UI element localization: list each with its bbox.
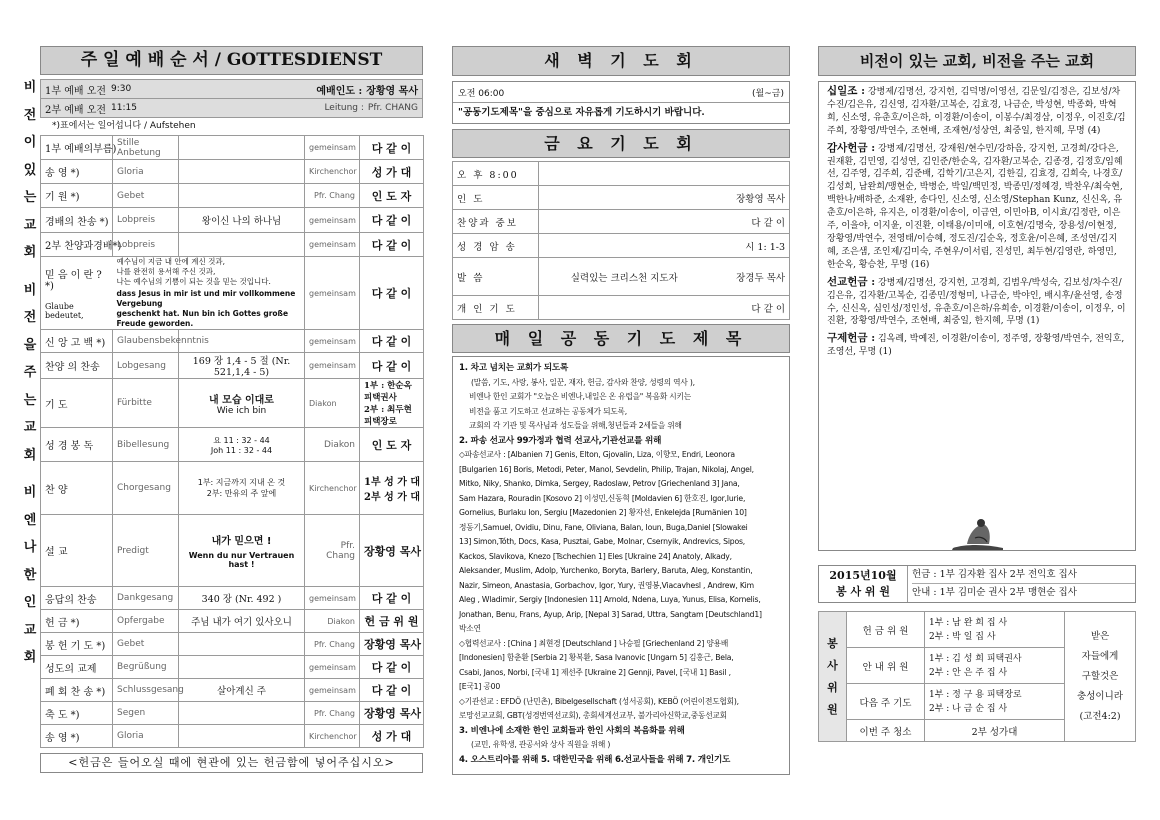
- service-row: [41, 184, 424, 208]
- friday-row-content: [539, 162, 710, 186]
- second-service-bar: [40, 99, 423, 118]
- service-row-performer: 다 같 이: [360, 656, 424, 679]
- prayer-line: (말씀, 기도, 사랑, 봉사, 일꾼, 재자, 헌금, 감사와 찬양, 성령의 역사 ),: [471, 377, 695, 387]
- prayer-line: (교민, 유학생, 관공서와 상사 직원을 위해 ): [471, 740, 611, 749]
- prayer-line: Nazir, Simeon, Anastasia, Gorbachov, Igor, Yury, 권영봉,Viacavhesl , Andrew, Kim: [459, 580, 754, 590]
- service-row: [41, 136, 424, 160]
- service-row-performer: 다 같 이: [360, 136, 424, 160]
- friday-row: [453, 258, 790, 296]
- service-row: [41, 725, 424, 748]
- choir-performer-2: 2부 성 가 대: [364, 492, 421, 503]
- service-row-performer: 헌 금 위 원: [360, 610, 424, 633]
- service-row: [41, 610, 424, 633]
- friday-row-label: 성 경 암 송: [453, 234, 539, 258]
- friday-row-content: [539, 296, 710, 320]
- prayer-line: 비엔나 한인 교회가 "오늘은 비엔나,내일은 온 유럽을" 복음화 시키는: [469, 392, 691, 401]
- vertical-slogan-char: 이: [23, 135, 37, 150]
- service-row-content: 주님 내가 여기 있사오니: [179, 610, 305, 633]
- faith-ko-line: 예수님이 지금 내 안에 계신 것과,: [116, 257, 225, 266]
- prayer-de: Fürbitte: [113, 379, 179, 428]
- service-title: 주 일 예 배 순 서 / GOTTESDIENST: [40, 46, 423, 75]
- service-row-ko: 축 도 *): [41, 702, 113, 725]
- duty-verse: [1065, 612, 1136, 742]
- service-row-who: gemeinsam: [305, 330, 360, 353]
- dawn-box: [452, 81, 790, 124]
- prayer-line: Aleksander, Muslim, Adolp, Yurchenko, Boryta, Barlery, Baruta, Aleg, Konstantin,: [459, 566, 753, 575]
- faith-row: [41, 257, 424, 330]
- duty-person-2: 2부 : 안 은 주 집 사: [929, 667, 1008, 678]
- friday-row: [453, 210, 790, 234]
- vertical-slogan-char: 회: [23, 650, 37, 665]
- service-row-de: Lobpreis: [113, 208, 179, 233]
- prayer-line: [Indonesien] 함춘환 [Serbia 2] 황복환, Sasa Ivanovic [Ungarn 5] 김홍근, Bela,: [459, 653, 734, 662]
- vertical-slogan-char: [22, 273, 38, 283]
- offering-footer-note: <헌금은 들어오실 때에 현관에 있는 헌금함에 넣어주십시오>: [40, 753, 423, 773]
- choir-content-1: 1부: 지금까지 지내 온 것: [197, 478, 286, 487]
- vertical-slogan-char: 인: [23, 595, 37, 610]
- second-service-label: 2부 예배 오전: [45, 104, 107, 116]
- vertical-slogan-char: 비: [23, 282, 37, 298]
- faith-de-line: geschenkt hat. Nun bin ich Gottes große Freude geworden.: [116, 309, 289, 328]
- service-row-ko: 경배의 찬송 *): [41, 208, 113, 233]
- service-row-content: 340 장 (Nr. 492 ): [179, 587, 305, 610]
- friday-row-who: 다 같 이: [710, 210, 790, 234]
- prayer-line: Sam Hazara, Rouradin [Kosovo 2] 이성민,신동혁 [Moldavien 6] 한호진, Igor,Iurie,: [459, 493, 746, 503]
- service-row-content: 왕이신 나의 하나님: [179, 208, 305, 233]
- service-row-who: Pfr. Chang: [305, 702, 360, 725]
- faith-de: Glaube bedeutet,: [45, 302, 84, 320]
- friday-row: [453, 162, 790, 186]
- monthly-duty-box: [818, 565, 1136, 603]
- sermon-ko: 설 교: [41, 515, 113, 587]
- duty-row: [819, 612, 1136, 648]
- standing-note: *)표에서는 일어섭니다 / Aufstehen: [52, 121, 196, 131]
- second-service-time: 11:15: [111, 103, 137, 113]
- service-row-who: Kirchenchor: [305, 725, 360, 748]
- friday-row: [453, 186, 790, 210]
- offering-names: 강병제/김명선, 강재원/현수민/강하음, 강지헌, 고경희/강다은, 권재환, 김민영, 김성연, 김인준/한순옥, 김자환/고복순, 김종경, 김정호/임혜선, 김주영, 김주희, 김준배, 김학기/고은지, 김한길, 김효경, 김희숙, 나경호/김성희, 남완희/맹현순, 박병순, 박일/백민정, 박종민/정혜경, 박찬우/최숙현, 백한나/배하준, 소재완, 송다인, 신소영, 신소영/Stephan Kunz, 신신옥, 유춘호/이은하, 유지은, 이경환/이송이, 이금연, 이민아B, 이시효/김정란, 이은주, 이을야, 이지윤, 이진환, 이태용/이미애, 이호현/김명숙, 장용성/이현정, 장황영/박연수, 전영태/이승혜, 정도진/김순옥, 정호윤/이은혜, 조성연/김지혜, 조은샘, 조인제/김미숙, 주현우/이서림, 진성민, 최두현/김영란, 하영민, 한순옥, 황승찬, 무명 (16): [827, 143, 1123, 270]
- friday-row-label: 발 씀: [453, 258, 539, 296]
- friday-row: [453, 234, 790, 258]
- choir-who: Kirchenchor: [305, 462, 360, 515]
- service-row-ko: 기 원 *): [41, 184, 113, 208]
- reading-performer: 인 도 자: [360, 428, 424, 462]
- service-row-ko: 신 앙 고 백 *): [41, 330, 113, 353]
- friday-row-label: 오 후 8:00: [453, 162, 539, 186]
- verse-line: 자들에게: [1081, 650, 1119, 662]
- duty-table: [818, 611, 1136, 742]
- service-row: [41, 160, 424, 184]
- service-row-performer: 다 같 이: [360, 587, 424, 610]
- service-row-performer: 다 같 이: [360, 353, 424, 379]
- praying-figure-illustration: [945, 514, 1009, 551]
- service-table: [40, 135, 424, 748]
- choir-row: [41, 462, 424, 515]
- prayer-performer-2: 2부 : 최두현 피택장로: [364, 405, 412, 427]
- service-row-performer: 성 가 대: [360, 725, 424, 748]
- friday-row-label: 개 인 기 도: [453, 296, 539, 320]
- vertical-slogan-char: 교: [23, 420, 37, 435]
- duty-month: 2015년10월: [829, 569, 897, 582]
- service-row: [41, 353, 424, 379]
- service-row-content: [179, 656, 305, 679]
- offering-names: 강병제/김명선, 강지헌, 고경희, 김범우/박성숙, 김보성/차수진/김은유, 김자환/고복순, 김종민/정형미, 나금순, 박야인, 배시후/윤선영, 송정수, 신신옥, 심인성/정인성, 유춘호/이은하/유희송, 이경환/이송이, 이정우, 이진환, 장황영/박연수, 조현배, 최중일, 한지혜, 무명 (1): [827, 277, 1126, 327]
- vertical-slogan-char: 엔: [23, 512, 37, 528]
- vertical-slogan-char: 회: [23, 447, 37, 463]
- service-row-ko: 송 영 *): [41, 725, 113, 748]
- prayer-line: ◇기관선교 : EFDÖ (난민촌), Bibelgesellschaft (성서공회), KEBÖ (어린이전도협회),: [459, 696, 739, 706]
- first-service-bar: [40, 79, 423, 99]
- first-service-leader-label: 예배인도 :: [316, 85, 363, 97]
- friday-row-who: 장경두 목사: [710, 258, 790, 296]
- prayer-line: 4. 오스트리아를 위해 5. 대한민국을 위해 6.선교사들을 위해 7. 개인기도: [459, 754, 731, 765]
- vertical-slogan-char: 전: [23, 310, 37, 325]
- friday-row-label: 인 도: [453, 186, 539, 210]
- service-row-who: Kirchenchor: [305, 160, 360, 184]
- service-row-content: [179, 633, 305, 656]
- service-row-ko: 폐 회 찬 송 *): [41, 679, 113, 702]
- vision-title: 비전이 있는 교회, 비전을 주는 교회: [818, 46, 1136, 76]
- friday-row: [453, 296, 790, 320]
- service-row-ko: 성도의 교제: [41, 656, 113, 679]
- friday-row-who: 시 1: 1-3: [710, 234, 790, 258]
- duty-role: 헌 금 위 원: [847, 612, 925, 648]
- duty-person-2: 2부 : 박 일 집 사: [929, 631, 996, 642]
- service-row-performer: 다 같 이: [360, 330, 424, 353]
- prayer-line: Aleg , Wladimir, Sergiy [Indonesien 11] Arnold, Ndena, Luya, Yunus, Elisa, Kornelis,: [459, 595, 761, 604]
- service-row-who: gemeinsam: [305, 208, 360, 233]
- service-row-ko: 찬양 의 찬송: [41, 353, 113, 379]
- service-row-de: Lobpreis: [113, 233, 179, 257]
- duty-side-label: 봉 사 위 원: [819, 612, 847, 742]
- first-service-time: 9:30: [111, 84, 132, 94]
- service-row-ko: 봉 헌 기 도 *): [41, 633, 113, 656]
- offering-label: 감사헌금 :: [827, 141, 876, 154]
- prayer-who: Diakon: [305, 379, 360, 428]
- service-row-de: Begrüßung: [113, 656, 179, 679]
- service-row-content: 169 장 1,4 - 5 절 (Nr. 521,1,4 - 5): [179, 353, 305, 379]
- service-row-performer: 장황영 목사: [360, 633, 424, 656]
- service-row-who: gemeinsam: [305, 679, 360, 702]
- sermon-content-1: 내가 믿으면 !: [211, 536, 272, 547]
- reading-de: Bibellesung: [113, 428, 179, 462]
- verse-line: 구할것은: [1081, 670, 1119, 682]
- friday-row-label: 찬양과 중보: [453, 210, 539, 234]
- service-row: [41, 702, 424, 725]
- choir-performer-1: 1부 성 가 대: [364, 477, 421, 488]
- service-row-who: Diakon: [305, 610, 360, 633]
- service-row-who: gemeinsam: [305, 136, 360, 160]
- sermon-who: Pfr. Chang: [305, 515, 360, 587]
- prayer-line: [E국1] 공00: [459, 682, 501, 691]
- offering-label: 십일조 :: [827, 85, 865, 97]
- service-row-content: 살아계신 주: [179, 679, 305, 702]
- sermon-de: Predigt: [113, 515, 179, 587]
- faith-ko: 믿 음 이 란 ? *): [45, 270, 102, 292]
- service-row-ko: 응답의 찬송: [41, 587, 113, 610]
- service-row-who: gemeinsam: [305, 656, 360, 679]
- service-order-column: [40, 46, 423, 773]
- service-row-de: Gebet: [113, 633, 179, 656]
- prayer-line: 교회의 각 기관 및 목사님과 성도들을 위해,청년들과 2세들을 위해: [469, 421, 682, 430]
- dawn-note: "공동기도제목"을 중심으로 자유롭게 기도하시기 바랍니다.: [458, 107, 705, 118]
- service-row-de: Gloria: [113, 160, 179, 184]
- reading-ko: 성 경 봉 독: [41, 428, 113, 462]
- service-row-performer: 다 같 이: [360, 679, 424, 702]
- duty-offering-line: 헌금 : 1부 김자환 집사 2부 전익호 집사: [912, 566, 1135, 584]
- service-row-de: Glaubensbekenntnis: [113, 330, 179, 353]
- prayer-content-2: Wie ich bin: [216, 405, 267, 416]
- service-row: [41, 633, 424, 656]
- prayer-line: Mitko, Niky, Shanko, Dimka, Sergey, Radoslaw, Petrov [Griechenland 3] Jana,: [459, 479, 740, 488]
- dawn-title: 새 벽 기 도 회: [452, 46, 790, 76]
- faith-performer: 다 같 이: [360, 257, 424, 330]
- service-row: [41, 656, 424, 679]
- duty-person-1: 1부 : 김 성 희 피택권사: [929, 653, 1022, 664]
- reading-row: [41, 428, 424, 462]
- offering-list-box: [818, 81, 1136, 551]
- prayer-line: ◇협력선교사 : [China ] 최현경 [Deutschland ] 나승필 [Griechenland 2] 양용배: [459, 638, 729, 648]
- prayer-line: 로망선교교회, GBT(성경번역선교회), 총회세계선교부, 불가리아신학교,중동선교회: [459, 711, 727, 720]
- sermon-content-2: Wenn du nur Vertrauen hast !: [188, 551, 295, 569]
- service-row-who: gemeinsam: [305, 353, 360, 379]
- service-row-content: [179, 233, 305, 257]
- prayer-ko: 기 도: [41, 379, 113, 428]
- service-row-ko: 2부 찬양과경배*): [41, 233, 113, 257]
- prayer-line: Csabi, Janos, Norbi, [국내 1] 제선주 [Ukraine 2] Gennji, Pavel, [국내 1] Basil ,: [459, 667, 731, 677]
- friday-table: [452, 161, 790, 320]
- daily-prayer-title: 매 일 공 동 기 도 제 목: [452, 324, 790, 353]
- service-row-ko: 1부 예배의부름): [41, 136, 113, 160]
- duty-cleaning-who: 2부 성가대: [925, 720, 1065, 742]
- duty-person-1: 1부 : 남 완 희 집 사: [929, 617, 1008, 628]
- first-service-label: 1부 예배 오전: [45, 85, 107, 97]
- friday-row-content: [539, 210, 710, 234]
- friday-row-content: [539, 186, 710, 210]
- offering-paragraph: [827, 332, 1127, 359]
- faith-text: [113, 257, 305, 330]
- vertical-slogan-char: 한: [23, 567, 37, 583]
- service-row-de: Lobgesang: [113, 353, 179, 379]
- service-row-content: [179, 725, 305, 748]
- duty-role: 안 내 위 원: [847, 648, 925, 684]
- sermon-performer: 장황영 목사: [360, 515, 424, 587]
- prayer-line: [Bulgarien 16] Boris, Metodi, Peter, Manol, Sevdelin, Philip, Trajan, Nikolaj, Angel,: [459, 464, 754, 474]
- duty-cleaning-role: 이번 주 청소: [847, 720, 925, 742]
- vertical-slogan-char: 전: [23, 107, 37, 123]
- service-row-content: [179, 184, 305, 208]
- prayer-content-1: 내 모습 이대로: [209, 394, 274, 406]
- vertical-slogan-char: [22, 475, 38, 485]
- service-row-who: gemeinsam: [305, 233, 360, 257]
- reading-who: Diakon: [305, 428, 360, 462]
- prayer-line: Gornelius, Burlaku Ion, Sergiu [Mazedonien 2] 황자선, Enkelejda [Rumänien 10]: [459, 508, 747, 517]
- vertical-slogan-char: 는: [23, 190, 37, 205]
- daily-prayer-box: [452, 356, 790, 775]
- friday-row-content: 실력있는 크리스천 지도자: [539, 258, 710, 296]
- service-row-who: Pfr. Chang: [305, 633, 360, 656]
- verse-line: 충성이니라: [1077, 690, 1123, 702]
- vertical-slogan: [22, 80, 38, 678]
- dawn-days: (월~금): [752, 88, 784, 99]
- verse-line: 받은: [1090, 630, 1110, 642]
- prayer-line: 2. 파송 선교사 99가정과 협력 선교사,기관선교를 위해: [459, 435, 662, 446]
- service-row: [41, 587, 424, 610]
- prayer-line: Jonathan, Benu, Frans, Ayup, Arip, [Nepal 3] Sarad, Uttra, Sangtam [Deutschland1]: [459, 609, 762, 619]
- dawn-time: 오전 06:00: [458, 88, 505, 99]
- second-service-leader: Pfr. CHANG: [367, 103, 418, 113]
- vertical-slogan-char: 주: [23, 365, 37, 380]
- vertical-slogan-char: 을: [23, 337, 37, 353]
- prayer-line: 비전을 품고 기도하고 선교하는 공동체가 되도록,: [469, 406, 627, 416]
- service-row-de: Gebet: [113, 184, 179, 208]
- service-row-ko: 송 영 *): [41, 160, 113, 184]
- prayer-performer-1: 1부 : 한순옥 피택권사: [364, 381, 412, 403]
- offering-names: 김옥례, 박예진, 이경환/이송이, 정주영, 장황영/박연수, 전익호, 조영선, 무명 (1): [827, 334, 1125, 358]
- choir-de: Chorgesang: [113, 462, 179, 515]
- friday-title: 금 요 기 도 회: [452, 129, 790, 158]
- service-row-who: Pfr. Chang: [305, 184, 360, 208]
- sermon-row: [41, 515, 424, 587]
- service-row-content: [179, 160, 305, 184]
- service-row-de: Segen: [113, 702, 179, 725]
- duty-person-1: 1부 : 정 구 용 피택장로: [929, 689, 1022, 700]
- service-row-content: [179, 702, 305, 725]
- friday-row-who: 장황영 목사: [710, 186, 790, 210]
- service-row-performer: 성 가 대: [360, 160, 424, 184]
- verse-line: (고전4:2): [1079, 710, 1121, 722]
- vertical-slogan-char: 는: [23, 392, 37, 408]
- service-row-performer: 장황영 목사: [360, 702, 424, 725]
- service-row-performer: 다 같 이: [360, 233, 424, 257]
- vertical-slogan-char: 비: [23, 80, 37, 95]
- vision-column: [818, 46, 1136, 742]
- reading-content-2: Joh 11 : 32 - 44: [210, 445, 273, 455]
- service-row-de: Stille Anbetung: [113, 136, 179, 160]
- prayer-line: 정동기,Samuel, Ovidiu, Dinu, Fane, Oliviana, Balan, Ioun, Buga,Daniel [Slowakei: [459, 522, 748, 532]
- prayer-line: 3. 비엔나에 소재한 한인 교회들과 한인 사회의 복음화를 위해: [459, 725, 685, 736]
- faith-de-line: dass Jesus in mir ist und mir vollkommene Vergebung: [116, 289, 296, 308]
- prayer-line: Kackos, Slavikova, Knezo [Tschechien 1] Eles [Ukraine 24] Anatoly, Alkady,: [459, 551, 732, 561]
- offering-paragraph: [827, 85, 1127, 138]
- duty-guide-line: 안내 : 1부 김미순 권사 2부 맹현순 집사: [912, 587, 1077, 598]
- service-row: [41, 679, 424, 702]
- vertical-slogan-char: 회: [23, 245, 37, 260]
- service-row-performer: 인 도 자: [360, 184, 424, 208]
- duty-month-subtitle: 봉 사 위 원: [836, 585, 890, 598]
- choir-ko: 찬 양: [41, 462, 113, 515]
- service-row-de: Opfergabe: [113, 610, 179, 633]
- friday-row-who: 다 같 이: [710, 296, 790, 320]
- vertical-slogan-char: 있: [23, 162, 37, 178]
- service-row: [41, 330, 424, 353]
- offering-label: 구제헌금 :: [827, 332, 876, 345]
- second-service-leader-label: Leitung :: [324, 103, 364, 113]
- duty-person-2: 2부 : 나 금 순 집 사: [929, 703, 1008, 714]
- vertical-slogan-char: 교: [23, 622, 37, 638]
- service-row: [41, 233, 424, 257]
- faith-ko-line: 나는 예수님의 기쁨이 되는 것을 믿는 것입니다.: [116, 277, 271, 286]
- service-row-performer: 다 같 이: [360, 208, 424, 233]
- first-service-leader: 장황영 목사: [366, 85, 418, 97]
- friday-row-who: [710, 162, 790, 186]
- prayer-row: [41, 379, 424, 428]
- prayer-line: 박소연: [459, 624, 481, 633]
- faith-who: gemeinsam: [305, 257, 360, 330]
- offering-paragraph: [827, 276, 1127, 329]
- offering-label: 선교헌금 :: [827, 275, 876, 288]
- faith-ko-line: 나를 완전히 용서해 주신 것과,: [116, 267, 216, 276]
- friday-row-content: [539, 234, 710, 258]
- prayer-line: ◇파송선교사 : [Albanien 7] Genis, Elton, Gjovalin, Liza, 이향모, Endri, Leonora: [459, 450, 735, 459]
- service-row-who: gemeinsam: [305, 587, 360, 610]
- choir-content-2: 2부: 만유의 주 앞에: [206, 489, 277, 498]
- service-row-ko: 헌 금 *): [41, 610, 113, 633]
- service-row: [41, 208, 424, 233]
- prayer-line: 13] Simon,Tóth, Docs, Kasa, Pusztai, Gabe, Molnar, Csernyik, Andrevics, Sipos,: [459, 537, 746, 546]
- service-row-content: [179, 136, 305, 160]
- offering-names: 강병제/김명선, 강지헌, 김덕명/이영선, 김문일/김정은, 김보성/차수진/김은유, 김신영, 김자환/고복순, 김효경, 나금순, 박성현, 박종화, 박혁희, 신소영, 유춘호/이은하, 이경환/이송이, 이봉수/최경삼, 이정우, 이진호/김주희, 장황영/박연수, 조현배, 조재현/성상연, 최중일, 한지혜, 무명 (4): [827, 87, 1126, 136]
- vertical-slogan-char: 비: [23, 485, 37, 500]
- vertical-slogan-char: 교: [23, 217, 37, 233]
- service-row-de: Dankgesang: [113, 587, 179, 610]
- offering-paragraph: [827, 142, 1127, 272]
- reading-content-1: 요 11 : 32 - 44: [213, 435, 270, 445]
- prayer-column: [452, 46, 790, 775]
- vertical-slogan-char: 나: [23, 540, 37, 555]
- duty-role: 다음 주 기도: [847, 684, 925, 720]
- prayer-line: 1. 차고 넘치는 교회가 되도록: [459, 363, 569, 373]
- service-row-de: Gloria: [113, 725, 179, 748]
- service-row-de: Schlussgesang: [113, 679, 179, 702]
